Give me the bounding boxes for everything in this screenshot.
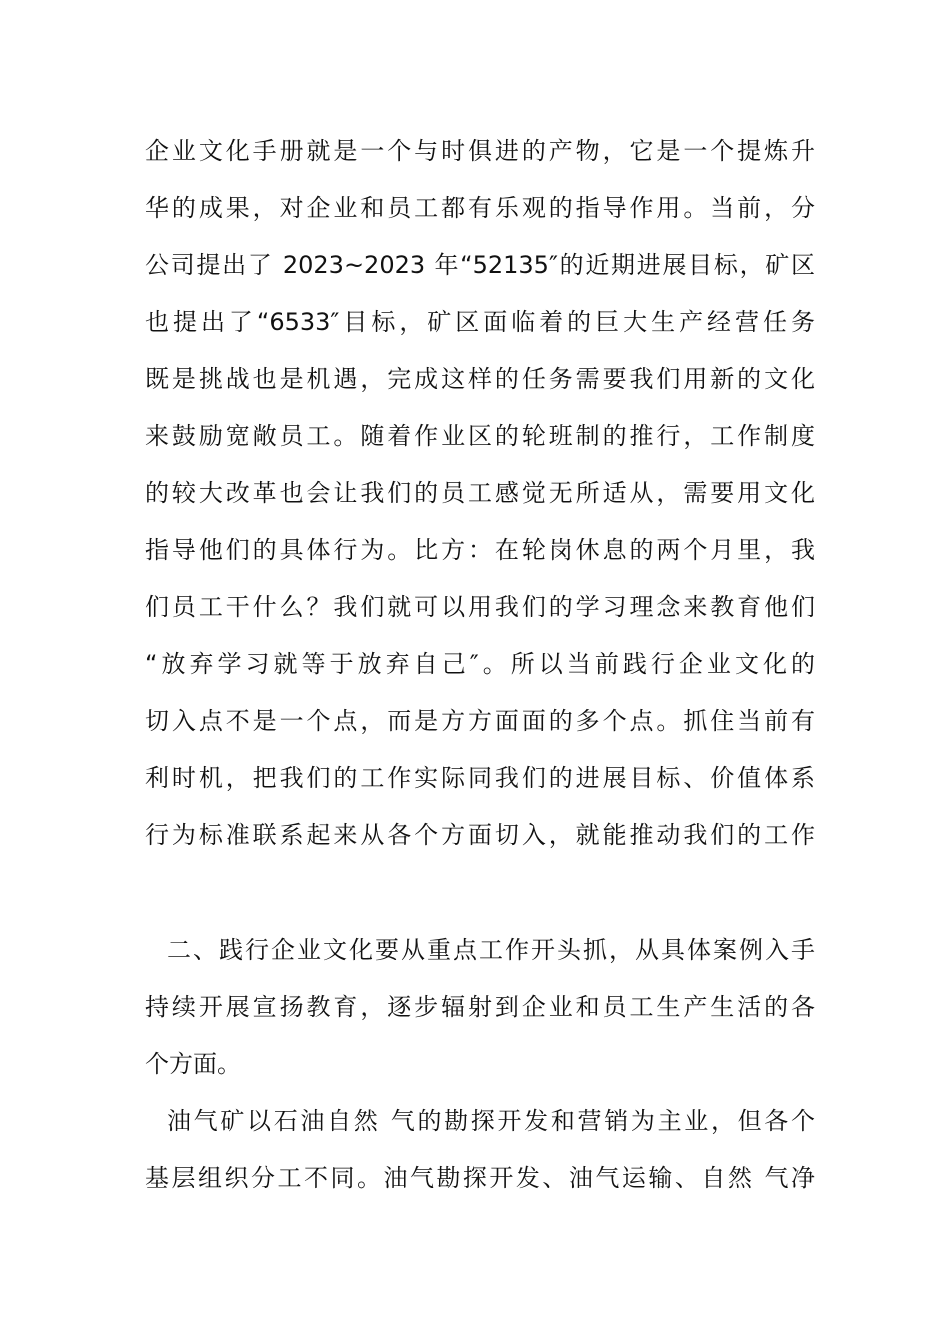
text-line: 利时机，把我们的工作实际同我们的进展目标、价值体系 [145,764,815,792]
text-line: 公司提出了 2023~2023 年“52135″的近期进展目标，矿区 [145,251,815,279]
text-line: 个方面。 [145,1050,241,1078]
paragraph-start-line: 油气矿以石油自然 气的勘探开发和营销为主业，但各个 [167,1107,815,1135]
text-line: 华的成果，对企业和员工都有乐观的指导作用。当前，分 [145,194,815,222]
text-line: 的较大改革也会让我们的员工感觉无所适从，需要用文化 [145,479,815,507]
text-line: 企业文化手册就是一个与时俱进的产物，它是一个提炼升 [145,137,815,165]
text-line: 既是挑战也是机遇，完成这样的任务需要我们用新的文化 [145,365,815,393]
text-line: 行为标准联系起来从各个方面切入，就能推动我们的工作 [145,821,815,849]
text-line: 指导他们的具体行为。比方：在轮岗休息的两个月里，我 [145,536,815,564]
text-line: “放弃学习就等于放弃自己″。所以当前践行企业文化的 [145,650,815,678]
section-heading-line: 二、践行企业文化要从重点工作开头抓，从具体案例入手 [167,936,815,964]
text-line: 们员工干什么？我们就可以用我们的学习理念来教育他们 [145,593,815,621]
text-line: 持续开展宣扬教育，逐步辐射到企业和员工生产生活的各 [145,993,815,1021]
text-line: 也提出了“6533″目标，矿区面临着的巨大生产经营任务 [145,308,815,336]
text-line: 切入点不是一个点，而是方方面面的多个点。抓住当前有 [145,707,815,735]
text-line: 来鼓励宽敞员工。随着作业区的轮班制的推行，工作制度 [145,422,815,450]
text-line: 基层组织分工不同。油气勘探开发、油气运输、自然 气净 [145,1164,815,1192]
